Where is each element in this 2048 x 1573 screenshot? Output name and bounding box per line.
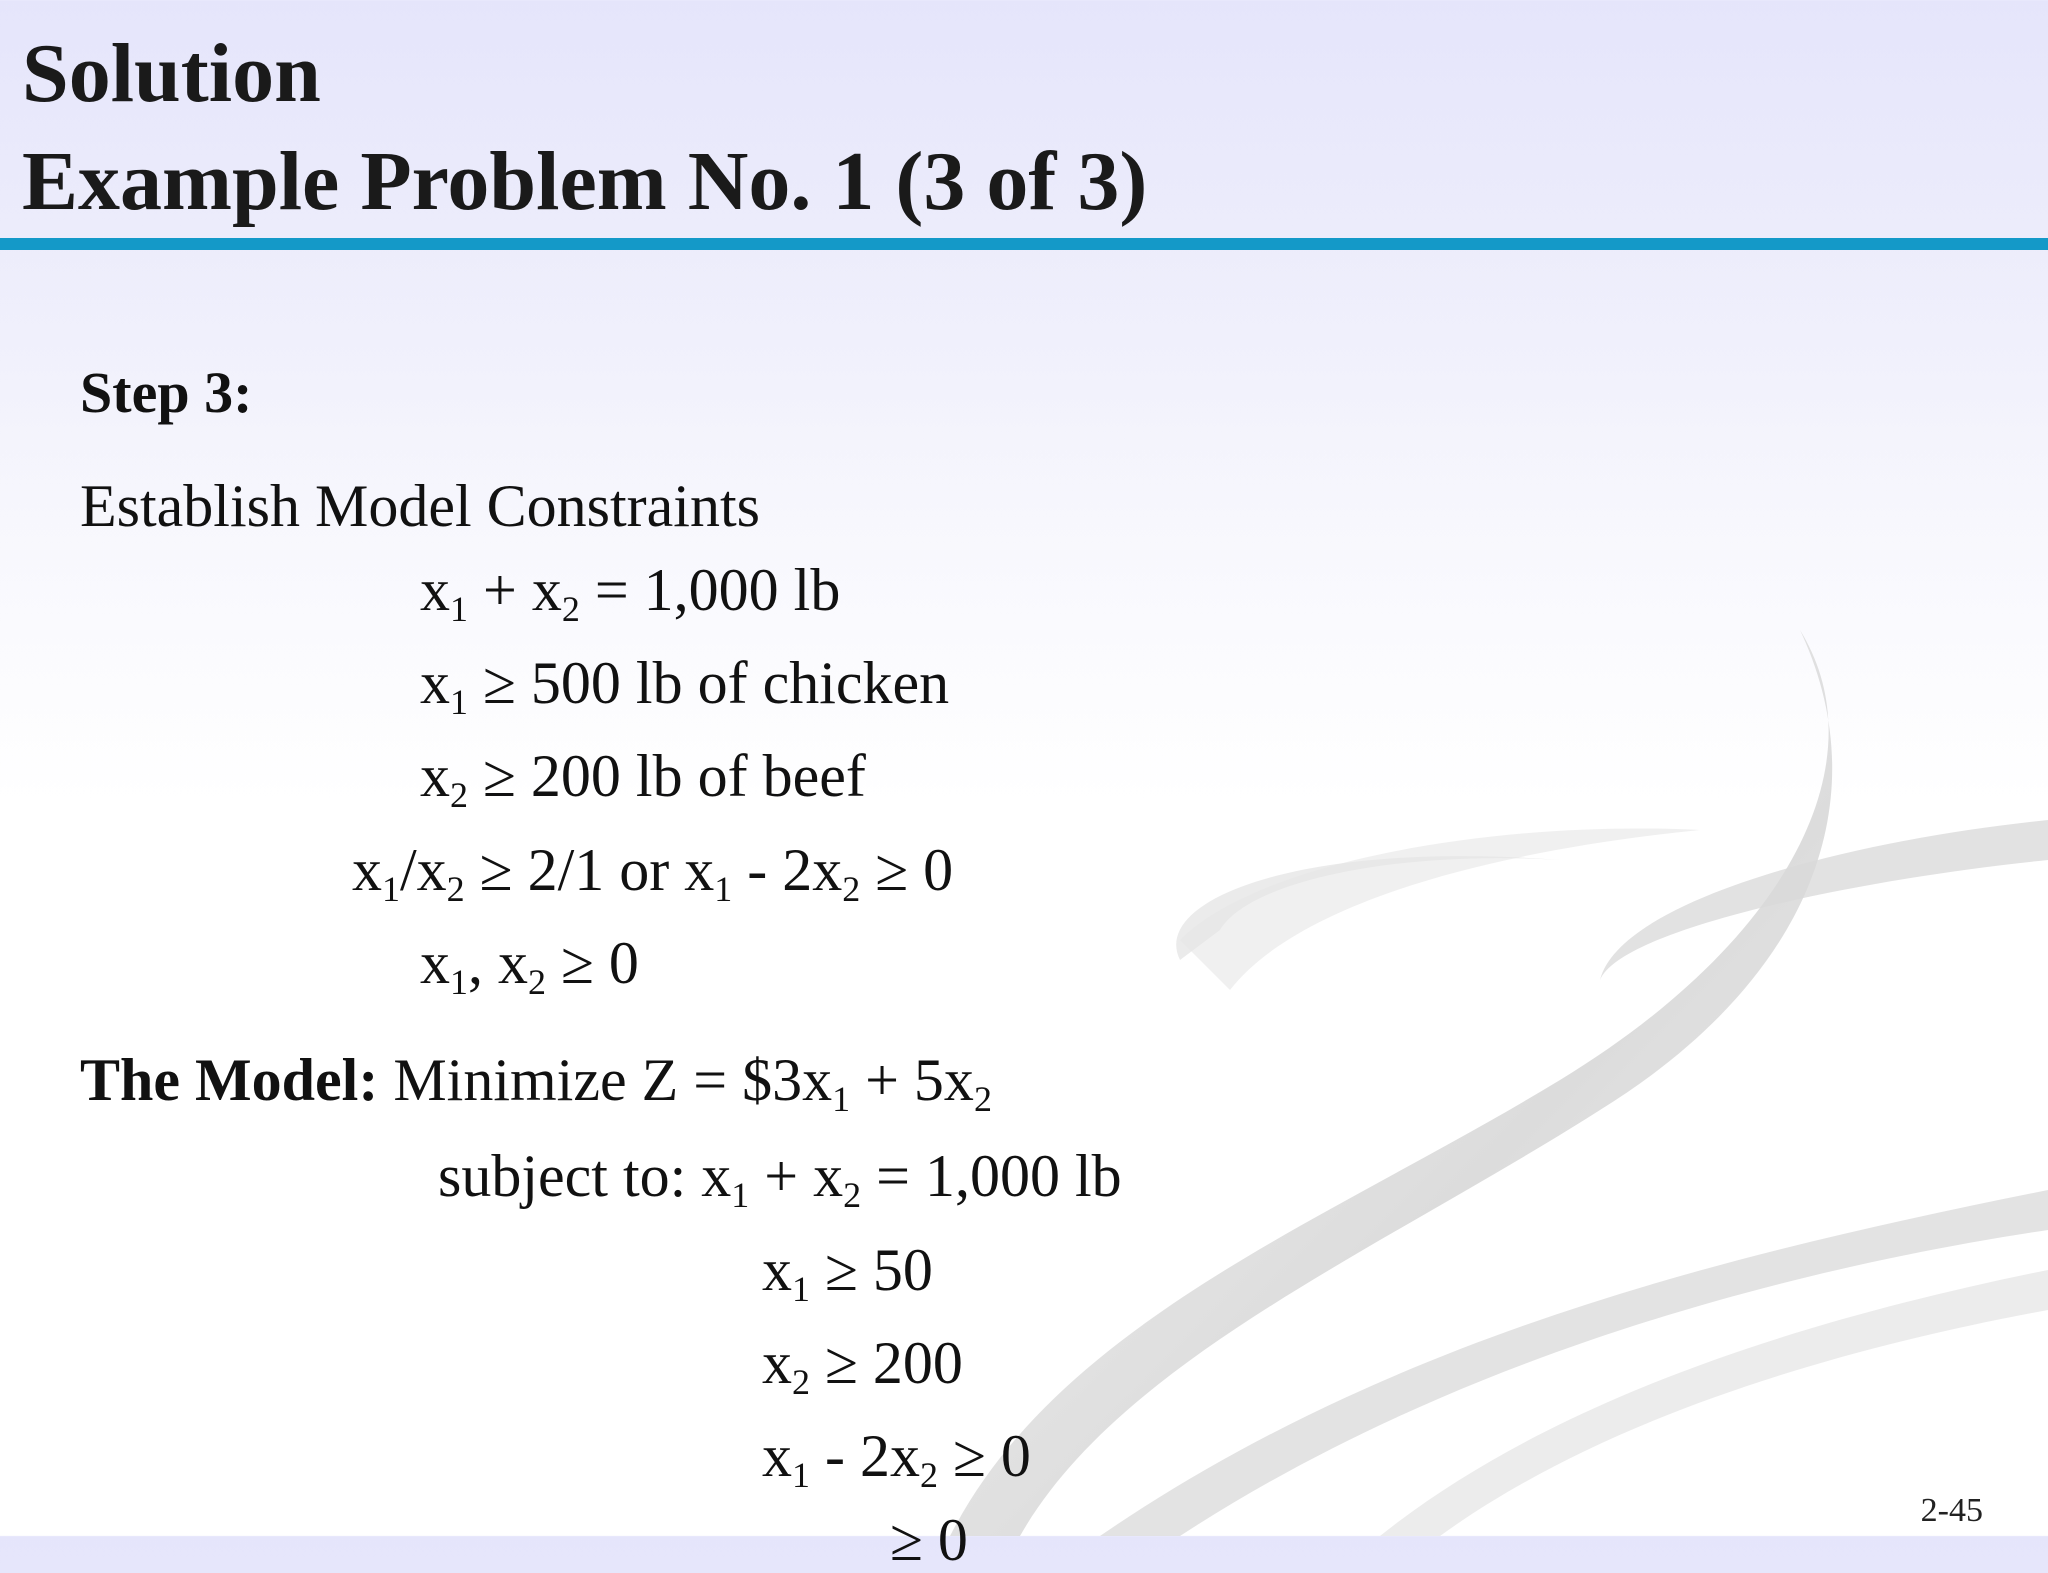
slide-number: 2-45	[1920, 1492, 1983, 1529]
model-label: The Model:	[80, 1047, 379, 1113]
model-constraint-ratio: $x_1 - 2x_2 \ge 0$	[762, 1423, 1031, 1495]
step-subheading: Establish Model Constraints	[80, 473, 760, 539]
model-constraint-nonnegativity-partial: ≥ 0	[890, 1507, 968, 1573]
constraint-nonnegativity: $x_1$, $x_2 \ge 0$	[420, 930, 639, 1002]
constraint-ratio: $x_1/x_2 \ge 2/1$ or $x_1 - 2x_2 \ge 0$	[352, 837, 954, 909]
title-underline-bar	[0, 238, 2048, 250]
title-line-1: Solution	[22, 27, 321, 120]
model-constraint-chicken: $x_1 \ge 50$	[762, 1237, 933, 1309]
title-line-2: Example Problem No. 1 (3 of 3)	[22, 135, 1148, 228]
model-subject-to-line: subject to: $x_1 + x_2 = 1,000$ lb	[438, 1143, 1122, 1215]
constraint-total-weight: $x_1 + x_2 = 1,000$ lb	[420, 557, 841, 629]
step-heading: Step 3:	[80, 360, 253, 425]
constraint-beef: $x_2 \ge 200$ lb of beef	[420, 743, 866, 815]
constraint-chicken: $x_1 \ge 500$ lb of chicken	[420, 650, 950, 722]
model-objective-line: The Model: Minimize $Z = \$3x_1 + 5x_2$	[80, 1047, 992, 1119]
model-constraint-beef: $x_2 \ge 200$	[762, 1330, 963, 1402]
